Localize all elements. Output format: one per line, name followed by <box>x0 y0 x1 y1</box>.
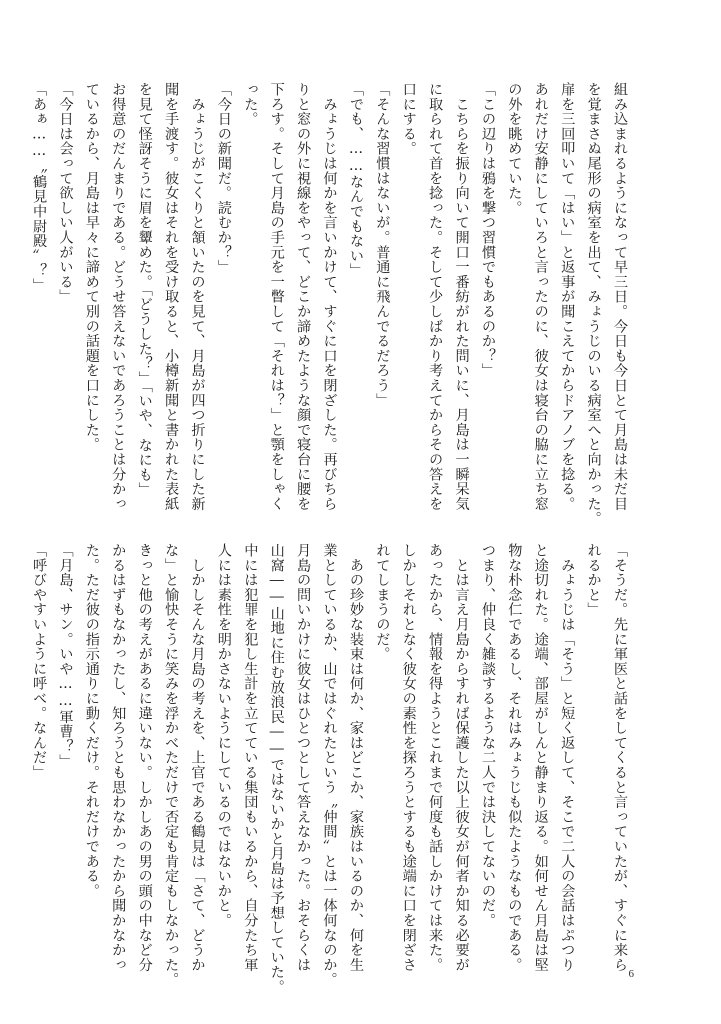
text-line: 「今日は会って欲しい人がいる」 <box>57 82 74 304</box>
text-line: ているから、月島は早々に諦めて別の話題を口にした。 <box>83 82 100 452</box>
text-line: みょうじがこくりと頷いたのを見て、月島が四つ折りにした新 <box>189 82 206 512</box>
text-line: つまり、仲良く雑談するような二人では決してないのだ。 <box>479 543 496 928</box>
text-line: と途切れた。途端、部屋がしんと静まり返る。如何せん月島は堅 <box>532 543 549 973</box>
text-line: 人には素性を明かさないようにしているのではないかと。 <box>215 543 232 928</box>
text-line: な」と愉快そうに笑みを浮かべただけで否定も肯定もしなかった。 <box>163 543 180 987</box>
text-line: 「呼びやすいように呼べ。なんだ」 <box>31 543 48 780</box>
text-line: 「今日の新聞だ。読むか？」 <box>215 82 232 275</box>
text-line: 「そんな習慣はないが。普通に飛んでるだろう」 <box>374 82 391 408</box>
text-line: に取られて首を捻った。そして少しばかり考えてからその答えを <box>427 82 444 512</box>
text-line: 口にする。 <box>400 82 417 156</box>
text-line: 下ろす。そして月島の手元を一瞥して「それは？」と顎をしゃく <box>268 82 285 512</box>
text-line: 物な朴念仁であるし、それはみょうじも似たようなものである。 <box>506 543 523 973</box>
text-line: れるかと」 <box>585 543 602 617</box>
text-line: 業としているか、山ではぐれたという〝仲間〟とは一体何なのか。 <box>321 543 338 987</box>
text-line: しかしそんな月島の考えを、上官である鶴見は「さて、どうか <box>189 543 206 973</box>
text-line: あの珍妙な装束は何か、家はどこか、家族はいるのか、何を生 <box>347 543 364 973</box>
text-line: を見て怪訝そうに眉を顰めた。「どうした？」「いや、なにも」 <box>136 82 153 497</box>
text-line: れてしまうのだ。 <box>374 543 391 662</box>
text-line: 聞を手渡す。彼女はそれを受け取ると、小樽新聞と書かれた表紙 <box>163 82 180 512</box>
text-line: 「でも、……なんでもない」 <box>347 82 364 278</box>
page-number: 6 <box>628 968 634 980</box>
text-line: 「あぁ……〝鶴見中尉殿〟？」 <box>31 82 48 293</box>
text-line: あれだけ安静にしていろと言ったのに、彼女は寝台の脇に立ち窓 <box>532 82 549 512</box>
text-line: の外を眺めていた。 <box>506 82 523 216</box>
text-block-lower <box>31 543 633 995</box>
text-line: あったから、情報を得ようとこれまで何度も話しかけては来た。 <box>427 543 444 973</box>
text-line: りと窓の外に視線をやって、どこか諦めたような顔で寝台に腰を <box>295 82 312 512</box>
text-line: た。ただ彼の指示通りに動くだけ。それだけである。 <box>83 543 100 899</box>
text-line: 月島の問いかけに彼女はひとつとして答えなかった。おそらくは <box>295 543 312 973</box>
text-line: を覚まさぬ尾形の病室を出て、みょうじのいる病室へと向かった。 <box>585 82 602 526</box>
text-line: みょうじは何かを言いかけて、すぐに口を閉ざした。再びちら <box>321 82 338 512</box>
text-line: 「月島、サン。いや……軍曹？」 <box>57 543 74 769</box>
text-line: 組み込まれるようになって早三日。今日も今日とて月島は未だ目 <box>612 82 628 512</box>
text-line: 「そうだ。先に軍医と話をしてくると言っていたが、すぐに来ら <box>612 543 628 973</box>
text-line: 山窩――山地に住む放浪民――ではないかと月島は予想していた。 <box>268 543 285 995</box>
text-line: こちらを振り向いて開口一番紡がれた問いに、月島は一瞬呆気 <box>453 82 470 512</box>
text-line: 中には犯罪を犯し生計を立てている集団もいるから、自分たち軍 <box>242 543 259 973</box>
text-line: 扉を三回叩いて「はい」と返事が聞こえてからドアノブを捻る。 <box>559 82 576 512</box>
text-line: かるはずもなかったし、知ろうとも思わなかったから聞かなかっ <box>110 543 127 973</box>
text-line: しかしそれとなく彼女の素性を探ろうとするも途端に口を閉ざさ <box>400 543 417 973</box>
text-line: お得意のだんまりである。どうせ答えないであろうことは分かっ <box>110 82 127 512</box>
text-line: 「この辺りは鴉を撃つ習慣でもあるのか？」 <box>479 82 496 378</box>
text-block-upper <box>31 82 633 526</box>
text-line: とは言え月島からすれば保護した以上彼女が何者か知る必要が <box>453 543 470 973</box>
text-line: きっと他の考えがあるに違いない。しかしあの男の頭の中など分 <box>136 543 153 973</box>
text-line: った。 <box>242 82 259 127</box>
text-line: みょうじは「そう」と短く返して、そこで二人の会話はぷつり <box>559 543 576 973</box>
